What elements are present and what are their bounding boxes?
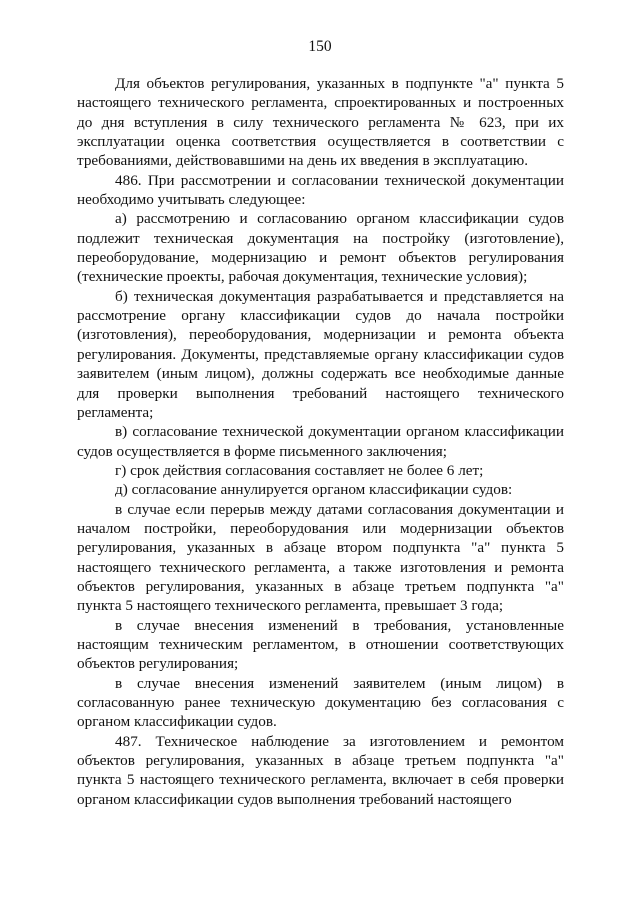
paragraph-486-intro: 486. При рассмотрении и согласовании технической документации необходимо учитывать следующее: <box>77 171 564 209</box>
paragraph-transition-assessment: Для объектов регулирования, указанных в подпункте "а" пункта 5 настоящего технического регламента, спроектированных и построенных до дня вступления в силу технического регламента № 623, при их эксплуатации оценка соответствия осуществляется в соответствии с требованиями, действовавшими на день их введения в эксплуатацию. <box>77 75 564 170</box>
paragraph-486-g: г) срок действия согласования составляет не более 6 лет; <box>115 461 484 479</box>
paragraph-486-d-case-requirements: в случае внесения изменений в требования, установленные настоящим техническим регламентом, в отношении соответствующих объектов регулирования; <box>77 616 564 673</box>
paragraph-486-a: а) рассмотрению и согласованию органом классификации судов подлежит техническая документация на постройку (изготовление), переоборудование, модернизацию и ремонт объектов регулирования (технические проекты, рабочая документация, технические условия); <box>77 210 564 286</box>
paragraph-486-d-case-applicant-changes: в случае внесения изменений заявителем (иным лицом) в согласованную ранее техническую документацию без согласования с органом классификации судов. <box>77 674 564 731</box>
paragraph-486-d: д) согласование аннулируется органом классификации судов: <box>115 481 513 499</box>
paragraph-486-d-case-interval: в случае если перерыв между датами согласования документации и началом постройки, переоборудования или модернизации объектов регулирования, указанных в абзаце втором подпункта "а" пункта 5 настоящего технического регламента, а также изготовления и ремонта объектов регулирования, указанных в абзаце третьем подпункта "а" пункта 5 настоящего технического регламента, превышает 3 года; <box>77 500 564 615</box>
page-number: 150 <box>308 38 332 55</box>
paragraph-487: 487. Техническое наблюдение за изготовлением и ремонтом объектов регулирования, указанных в абзаце третьем подпункта "а" пункта 5 настоящего технического регламента, включает в себя проверки органом классификации судов выполнения требований настоящего <box>77 732 564 808</box>
paragraph-486-b: б) техническая документация разрабатывается и представляется на рассмотрение органу классификации судов до начала постройки (изготовления), переоборудования, модернизации и ремонта объекта регулирования. Документы, представляемые органу классификации судов заявителем (иным лицом), должны содержать все необходимые данные для проверки выполнения требований настоящего технического регламента; <box>77 287 564 421</box>
document-body <box>77 74 564 809</box>
paragraph-486-v: в) согласование технической документации органом классификации судов осуществляется в форме письменного заключения; <box>77 423 564 460</box>
